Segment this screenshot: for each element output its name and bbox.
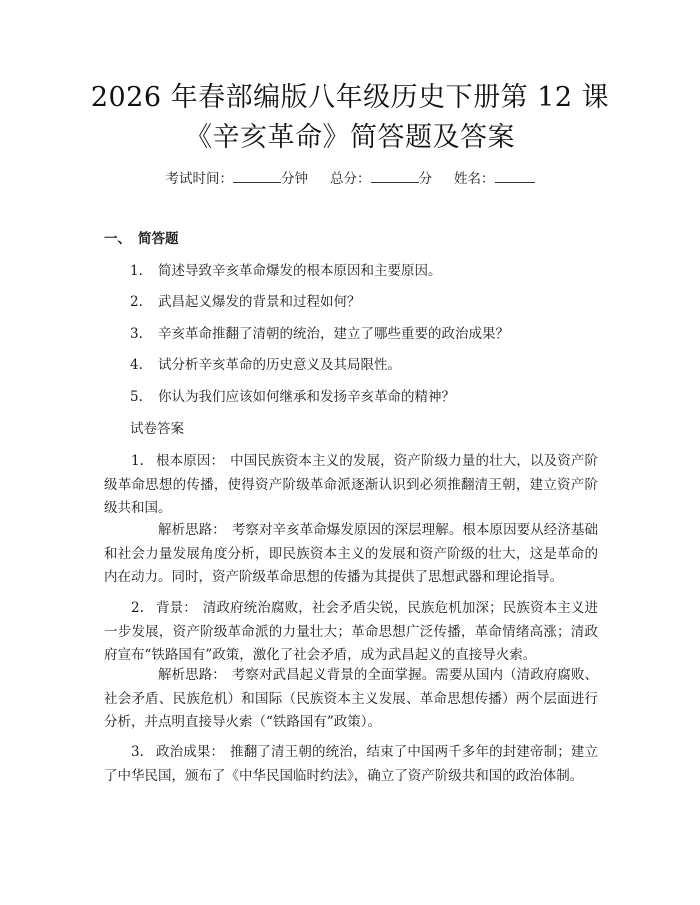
answer-text: 中国民族资本主义的发展，资产阶级力量的壮大，以及资产阶级革命思想的传播，使得资产阶级革命派逐渐认识到必须推翻清王朝，建立资产阶级共和国。	[104, 453, 599, 516]
answer-text: 推翻了清王朝的统治，结束了中国两千多年的封建帝制；建立了中华民国，颁布了《中华民国临时约法》，确立了资产阶级共和国的政治体制。	[104, 744, 599, 784]
time-blank	[233, 168, 281, 183]
score-blank	[371, 168, 419, 183]
question-item	[130, 387, 455, 407]
answers-heading: 试卷答案	[130, 421, 184, 437]
analysis-label: 解析思路：	[158, 522, 226, 538]
question-item	[130, 292, 361, 312]
question-text: 武昌起义爆发的背景和过程如何？	[158, 294, 361, 310]
question-number: 3.	[130, 326, 143, 342]
exam-meta-line	[0, 168, 700, 189]
name-label: 姓名：	[454, 171, 495, 187]
question-number: 1.	[130, 263, 143, 279]
question-item	[130, 355, 401, 375]
analysis-label: 解析思路：	[158, 667, 226, 683]
answer-text: 清政府统治腐败，社会矛盾尖锐，民族危机加深；民族资本主义进一步发展，资产阶级革命派的力量壮大；革命思想广泛传播，革命情绪高涨；清政府宣布“铁路国有”政策，激化了社会矛盾，成为武昌起义的直接导火索。	[104, 600, 599, 663]
question-text: 试分析辛亥革命的历史意义及其局限性。	[158, 357, 401, 373]
question-item	[130, 261, 442, 281]
section-title: 简答题	[138, 231, 179, 247]
document-title-line2: 《辛亥革命》简答题及答案	[185, 122, 515, 153]
answer-label: 背景：	[155, 600, 197, 616]
answer-paragraph	[104, 597, 598, 668]
question-number: 2.	[130, 294, 143, 310]
answer-number: 1.	[131, 453, 144, 469]
analysis-paragraph	[104, 664, 598, 735]
question-item	[130, 324, 509, 344]
score-label: 总分：	[330, 171, 371, 187]
score-unit: 分	[418, 171, 432, 187]
question-number: 5.	[130, 389, 143, 405]
answer-number: 2.	[131, 600, 144, 616]
question-text: 辛亥革命推翻了清朝的统治，建立了哪些重要的政治成果？	[158, 326, 509, 342]
document-title-line1: 2026 年春部编版八年级历史下册第 12 课	[90, 82, 610, 113]
time-unit: 分钟	[281, 171, 308, 187]
analysis-text: 考察对武昌起义背景的全面掌握。需要从国内（清政府腐败、社会矛盾、民族危机）和国际（民族资本主义发展、革命思想传播）两个层面进行分析，并点明直接导火索（“铁路国有”政策）。	[104, 667, 599, 730]
time-label: 考试时间：	[165, 171, 233, 187]
answer-paragraph	[104, 741, 598, 788]
question-text: 你认为我们应该如何继承和发扬辛亥革命的精神？	[158, 389, 455, 405]
section-number: 一、	[104, 231, 131, 247]
analysis-paragraph	[104, 519, 598, 590]
question-text: 简述导致辛亥革命爆发的根本原因和主要原因。	[158, 263, 442, 279]
name-blank	[495, 168, 535, 183]
answer-number: 3.	[131, 744, 144, 760]
answer-paragraph	[104, 450, 598, 521]
question-number: 4.	[130, 357, 143, 373]
analysis-text: 考察对辛亥革命爆发原因的深层理解。根本原因要从经济基础和社会力量发展角度分析，即民族资本主义的发展和资产阶级的壮大，这是革命的内在动力。同时，资产阶级革命思想的传播为其提供了思想武器和理论指导。	[104, 522, 599, 585]
answer-label: 政治成果：	[155, 744, 225, 760]
section-heading	[104, 229, 179, 249]
answer-label: 根本原因：	[155, 453, 225, 469]
